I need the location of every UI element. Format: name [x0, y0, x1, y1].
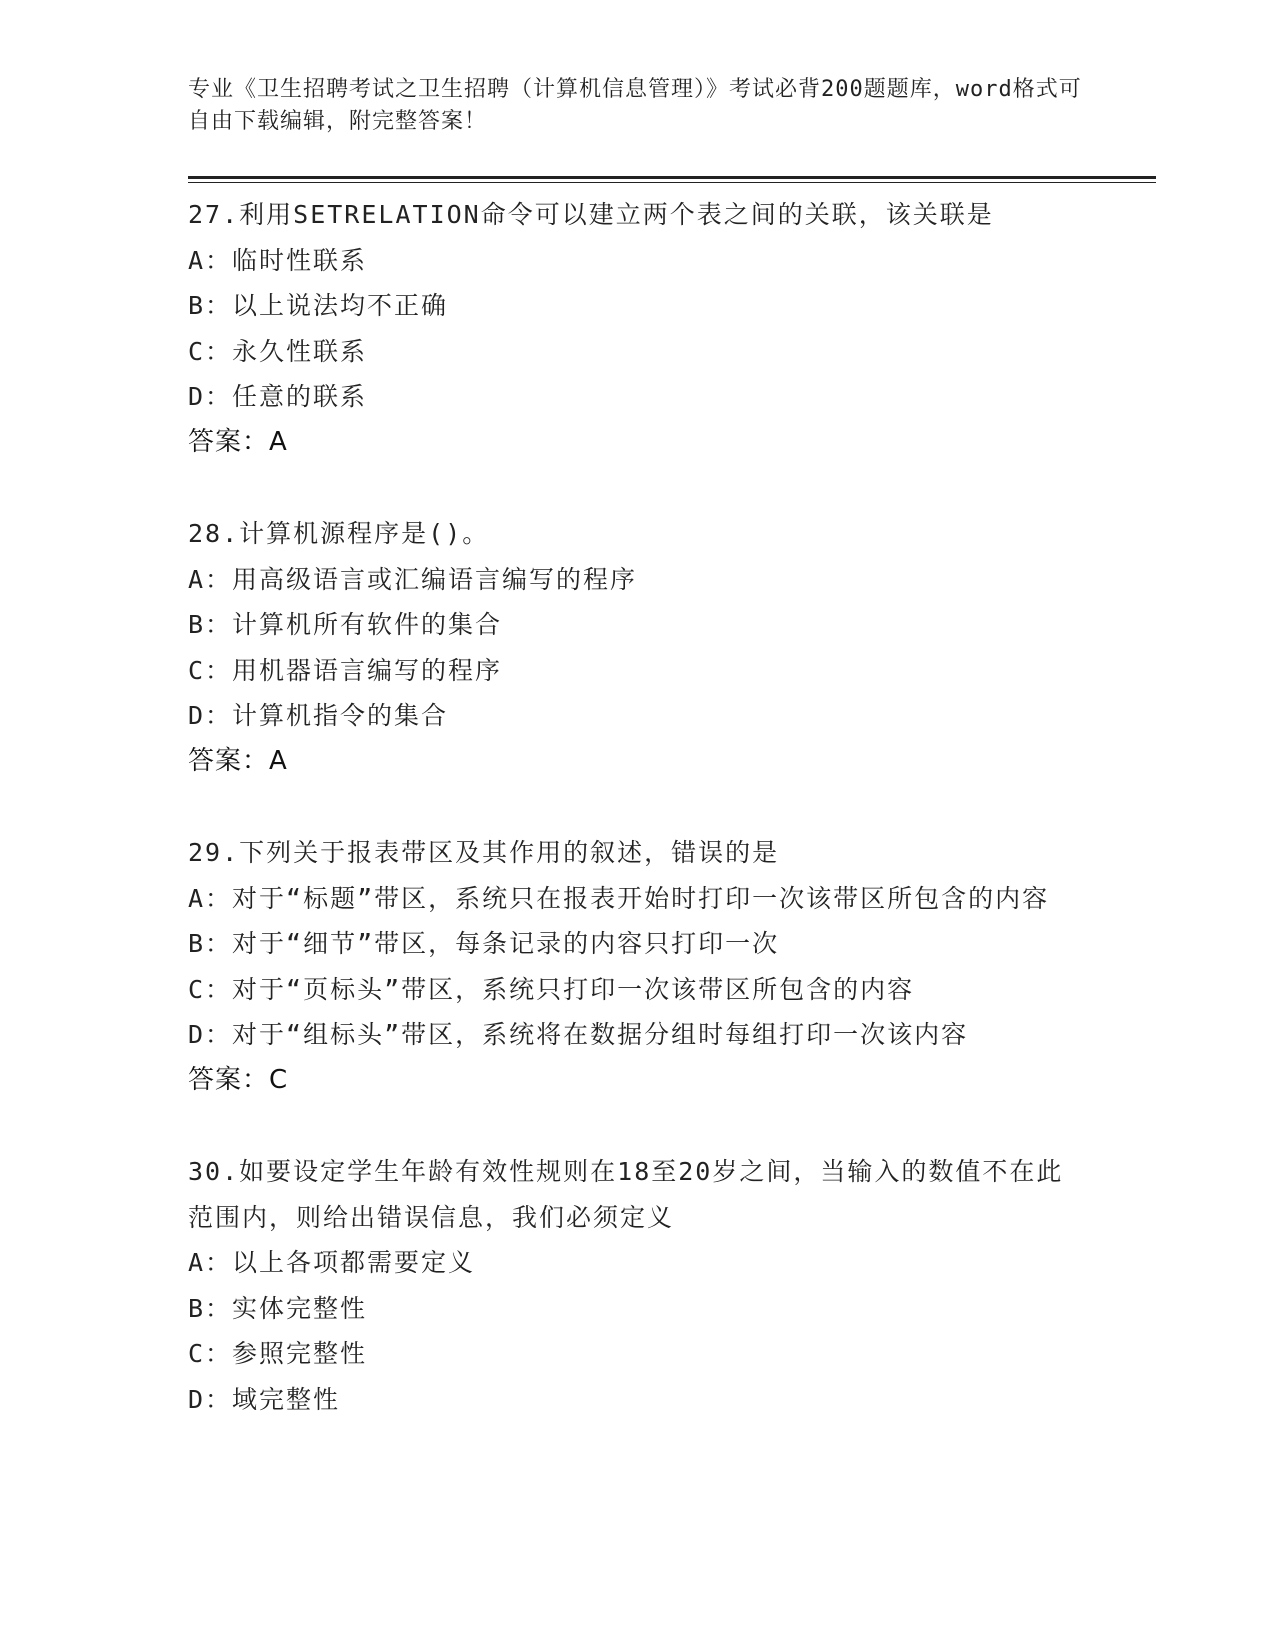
option-a: A：临时性联系 [188, 245, 368, 275]
option-c: C：对于“页标头”带区，系统只打印一次该带区所包含的内容 [188, 974, 915, 1004]
question-28 [188, 511, 1088, 784]
option-c: C：参照完整性 [188, 1339, 368, 1368]
option-d: D：域完整性 [188, 1384, 341, 1414]
option-b: B：对于“细节”带区，每条记录的内容只打印一次 [188, 929, 780, 958]
option-b: B：实体完整性 [188, 1293, 368, 1323]
option-a: A：对于“标题”带区，系统只在报表开始时打印一次该带区所包含的内容 [188, 883, 1050, 913]
option-a: A：用高级语言或汇编语言编写的程序 [188, 564, 638, 594]
answer: 答案：C [188, 1064, 289, 1095]
question-stem: 29.下列关于报表带区及其作用的叙述，错误的是 [188, 838, 780, 867]
question-stem: 30.如要设定学生年龄有效性规则在18至20岁之间，当输入的数值不在此范围内，则给出错误信息，我们必须定义 [188, 1157, 1064, 1232]
question-stem: 28.计算机源程序是()。 [188, 519, 490, 548]
document-header: 专业《卫生招聘考试之卫生招聘（计算机信息管理）》考试必背200题题库，word格式可自由下载编辑，附完整答案！ [188, 77, 1082, 134]
question-list [188, 192, 1088, 1468]
header-divider-thin [188, 182, 1156, 183]
option-a: A：以上各项都需要定义 [188, 1248, 476, 1277]
option-c: C：永久性联系 [188, 336, 368, 366]
option-d: D：任意的联系 [188, 382, 368, 411]
option-d: D：计算机指令的集合 [188, 701, 449, 730]
option-b: B：计算机所有软件的集合 [188, 610, 503, 639]
option-b: B：以上说法均不正确 [188, 291, 449, 320]
question-stem: 27.利用SETRELATION命令可以建立两个表之间的关联，该关联是 [188, 200, 994, 229]
question-29 [188, 830, 1088, 1103]
header-divider-thick [188, 176, 1156, 179]
answer: 答案：A [188, 745, 288, 776]
answer: 答案：A [188, 426, 288, 457]
question-30 [188, 1149, 1088, 1422]
option-d: D：对于“组标头”带区，系统将在数据分组时每组打印一次该内容 [188, 1020, 969, 1049]
option-c: C：用机器语言编写的程序 [188, 655, 503, 685]
question-27 [188, 192, 1088, 465]
